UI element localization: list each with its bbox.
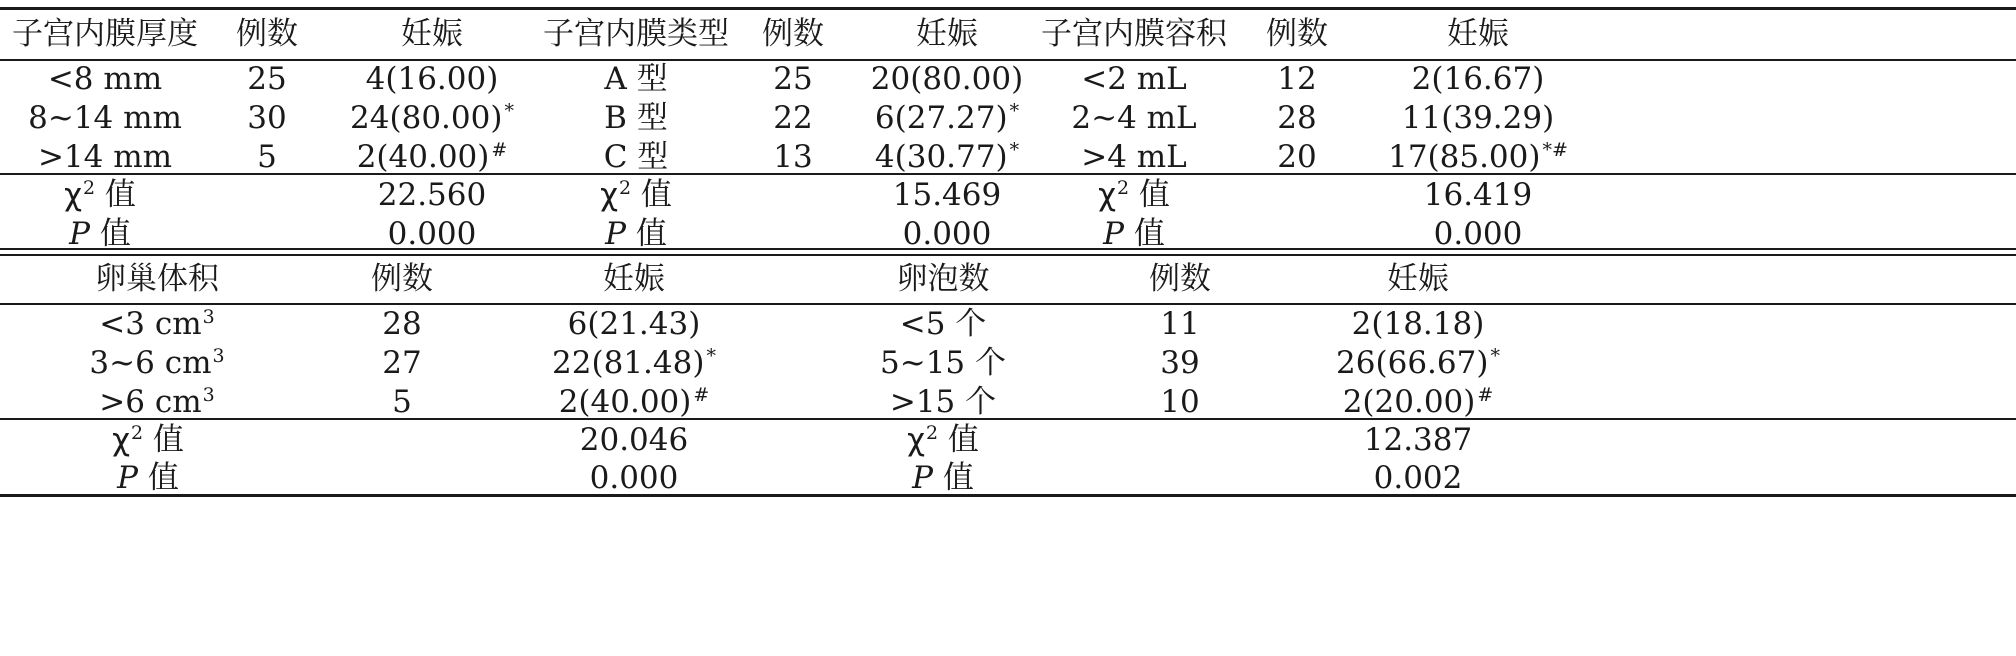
- column-header: 例数: [1149, 261, 1211, 297]
- table-cell: [28, 98, 182, 138]
- cell-text: >14 mm: [37, 139, 173, 175]
- cell-text: 25: [247, 61, 287, 97]
- table-cell: [366, 59, 499, 99]
- double-rule-upper: [0, 248, 2016, 250]
- cell-text: 2(40.00): [356, 139, 490, 175]
- table2-bottom-rule: [0, 494, 2016, 497]
- table-cell: [880, 343, 1006, 383]
- cell-text: 5~15 个: [880, 345, 1006, 381]
- p-symbol: P: [1103, 216, 1124, 252]
- cell-text: 28: [382, 306, 422, 342]
- chi-square-value: 20.046: [579, 422, 689, 458]
- significance-mark: *#: [1542, 138, 1568, 161]
- chi-square-label: [64, 175, 136, 215]
- cell-text: 30: [247, 100, 287, 136]
- cell-text: 39: [1160, 345, 1200, 381]
- chi-superscript: 2: [130, 421, 144, 444]
- p-value: 0.002: [1373, 460, 1463, 496]
- chi-suffix: 值: [938, 422, 979, 458]
- table-cell: [1160, 382, 1199, 422]
- table-cell: [1388, 137, 1568, 177]
- table2-stats-rule: [0, 418, 2016, 420]
- significance-mark: *: [1490, 344, 1500, 367]
- cell-text: >4 mL: [1081, 139, 1187, 175]
- table-cell: [1160, 304, 1199, 344]
- cell-text: 6(27.27): [874, 100, 1008, 136]
- table-cell: [1081, 59, 1187, 99]
- cell-text: 2(20.00): [1342, 384, 1476, 420]
- chi-square-value: 22.560: [377, 177, 487, 213]
- chi-square-value: 16.419: [1423, 177, 1533, 213]
- table-cell: [1277, 59, 1316, 99]
- table-cell: [604, 137, 669, 177]
- table-cell: [875, 98, 1019, 138]
- cell-text: 27: [382, 345, 422, 381]
- unit-superscript: 3: [202, 383, 215, 406]
- p-value: 0.000: [589, 460, 679, 496]
- p-value-label: [1103, 214, 1165, 254]
- chi-suffix: 值: [631, 177, 672, 213]
- chi-square-value: 12.387: [1363, 422, 1473, 458]
- column-header: 子宫内膜容积: [1041, 16, 1227, 52]
- p-symbol: P: [912, 460, 933, 496]
- column-header: 妊娠: [1387, 261, 1449, 297]
- column-header: 卵巢体积: [95, 261, 219, 297]
- unit-superscript: 3: [202, 305, 215, 328]
- chi-superscript: 2: [82, 176, 96, 199]
- table-cell: [773, 137, 812, 177]
- chi-square-value: 15.469: [892, 177, 1002, 213]
- table-cell: [559, 382, 710, 422]
- column-header: 例数: [371, 261, 433, 297]
- table-cell: [1160, 343, 1199, 383]
- significance-mark: *: [706, 344, 716, 367]
- table-cell: [890, 382, 996, 422]
- significance-mark: *: [504, 99, 514, 122]
- chi-symbol: χ: [907, 422, 925, 458]
- cell-text: 10: [1160, 384, 1200, 420]
- table2-header-rule: [0, 303, 2016, 305]
- table-cell: [604, 59, 667, 99]
- table-cell: [247, 98, 286, 138]
- cell-text: 11: [1160, 306, 1200, 342]
- chi-symbol: χ: [64, 177, 82, 213]
- cell-text: 20(80.00): [870, 61, 1024, 97]
- p-value-label: [912, 458, 974, 498]
- chi-superscript: 2: [1116, 176, 1130, 199]
- table-cell: [350, 98, 514, 138]
- table-cell: [1402, 98, 1554, 138]
- table-cell: [99, 304, 214, 344]
- double-rule-lower: [0, 254, 2016, 256]
- chi-suffix: 值: [95, 177, 136, 213]
- cell-text: 24(80.00): [350, 100, 503, 136]
- table-cell: [99, 382, 214, 422]
- chi-symbol: χ: [1098, 177, 1116, 213]
- table-cell: [568, 304, 701, 344]
- cell-text: 4(30.77): [874, 139, 1008, 175]
- chi-square-label: [600, 175, 672, 215]
- table-cell: [89, 343, 224, 383]
- cell-text: 22(81.48): [552, 345, 705, 381]
- table-cell: [1071, 98, 1196, 138]
- table-cell: [1412, 59, 1545, 99]
- column-header: 子宫内膜厚度: [12, 16, 198, 52]
- table-cell: [773, 98, 812, 138]
- cell-text: 20: [1277, 139, 1317, 175]
- chi-square-label: [907, 420, 979, 460]
- cell-text: >6 cm: [99, 384, 202, 420]
- cell-text: >15 个: [889, 384, 997, 420]
- significance-mark: #: [1477, 383, 1494, 406]
- cell-text: 2(16.67): [1411, 61, 1545, 97]
- p-suffix: 值: [90, 216, 131, 252]
- table-cell: [38, 137, 172, 177]
- p-value: 0.000: [387, 216, 477, 252]
- cell-text: 17(85.00): [1388, 139, 1541, 175]
- significance-mark: *: [1009, 138, 1020, 161]
- p-symbol: P: [117, 460, 138, 496]
- cell-text: <5 个: [899, 306, 987, 342]
- cell-text: <3 cm: [99, 306, 202, 342]
- chi-suffix: 值: [143, 422, 184, 458]
- table-cell: [875, 137, 1019, 177]
- table-cell: [357, 137, 508, 177]
- chi-square-label: [112, 420, 184, 460]
- table-cell: [1336, 343, 1500, 383]
- column-header: 妊娠: [603, 261, 665, 297]
- p-suffix: 值: [138, 460, 179, 496]
- column-header: 妊娠: [916, 16, 978, 52]
- table-cell: [773, 59, 812, 99]
- cell-text: A 型: [604, 61, 668, 97]
- cell-text: 28: [1277, 100, 1317, 136]
- table-cell: [1081, 137, 1187, 177]
- p-value: 0.000: [1433, 216, 1523, 252]
- chi-superscript: 2: [618, 176, 632, 199]
- column-header: 妊娠: [1447, 16, 1509, 52]
- p-symbol: P: [69, 216, 90, 252]
- cell-text: 22: [773, 100, 813, 136]
- significance-mark: #: [693, 383, 710, 406]
- cell-text: 25: [773, 61, 813, 97]
- chi-suffix: 值: [1129, 177, 1170, 213]
- p-suffix: 值: [1124, 216, 1165, 252]
- table-cell: [382, 343, 421, 383]
- table-cell: [1277, 98, 1316, 138]
- cell-text: 13: [773, 139, 813, 175]
- table-cell: [604, 98, 668, 138]
- cell-text: 2(18.18): [1351, 306, 1485, 342]
- p-value-label: [605, 214, 667, 254]
- cell-text: 2~4 mL: [1071, 100, 1197, 136]
- column-header: 例数: [762, 16, 824, 52]
- table-cell: [48, 59, 162, 99]
- significance-mark: #: [491, 138, 508, 161]
- column-header: 例数: [1266, 16, 1328, 52]
- table-cell: [382, 304, 421, 344]
- cell-text: C 型: [603, 139, 669, 175]
- table-cell: [1277, 137, 1316, 177]
- p-value-label: [117, 458, 179, 498]
- unit-superscript: 3: [212, 344, 225, 367]
- cell-text: <8 mm: [47, 61, 163, 97]
- cell-text: 5: [392, 384, 412, 420]
- column-header: 例数: [236, 16, 298, 52]
- p-symbol: P: [605, 216, 626, 252]
- cell-text: 2(40.00): [558, 384, 692, 420]
- table-cell: [552, 343, 716, 383]
- cell-text: 8~14 mm: [28, 100, 182, 136]
- table-cell: [257, 137, 277, 177]
- p-value: 0.000: [902, 216, 992, 252]
- cell-text: 5: [257, 139, 277, 175]
- cell-text: 3~6 cm: [89, 345, 212, 381]
- cell-text: <2 mL: [1081, 61, 1187, 97]
- cell-text: 26(66.67): [1336, 345, 1489, 381]
- significance-mark: *: [1009, 99, 1020, 122]
- table-cell: [1343, 382, 1494, 422]
- chi-superscript: 2: [925, 421, 939, 444]
- p-suffix: 值: [933, 460, 974, 496]
- column-header: 卵泡数: [896, 261, 990, 297]
- cell-text: B 型: [604, 100, 668, 136]
- p-suffix: 值: [626, 216, 667, 252]
- table-cell: [392, 382, 412, 422]
- table-cell: [871, 59, 1023, 99]
- column-header: 妊娠: [401, 16, 463, 52]
- p-value-label: [69, 214, 131, 254]
- chi-symbol: χ: [112, 422, 130, 458]
- table1-top-rule: [0, 7, 2016, 10]
- chi-square-label: [1098, 175, 1170, 215]
- cell-text: 11(39.29): [1401, 100, 1555, 136]
- table-cell: [900, 304, 987, 344]
- cell-text: 12: [1277, 61, 1317, 97]
- column-header: 子宫内膜类型: [543, 16, 729, 52]
- chi-symbol: χ: [600, 177, 618, 213]
- cell-text: 4(16.00): [365, 61, 499, 97]
- table-cell: [1352, 304, 1485, 344]
- cell-text: 6(21.43): [567, 306, 701, 342]
- table-cell: [247, 59, 286, 99]
